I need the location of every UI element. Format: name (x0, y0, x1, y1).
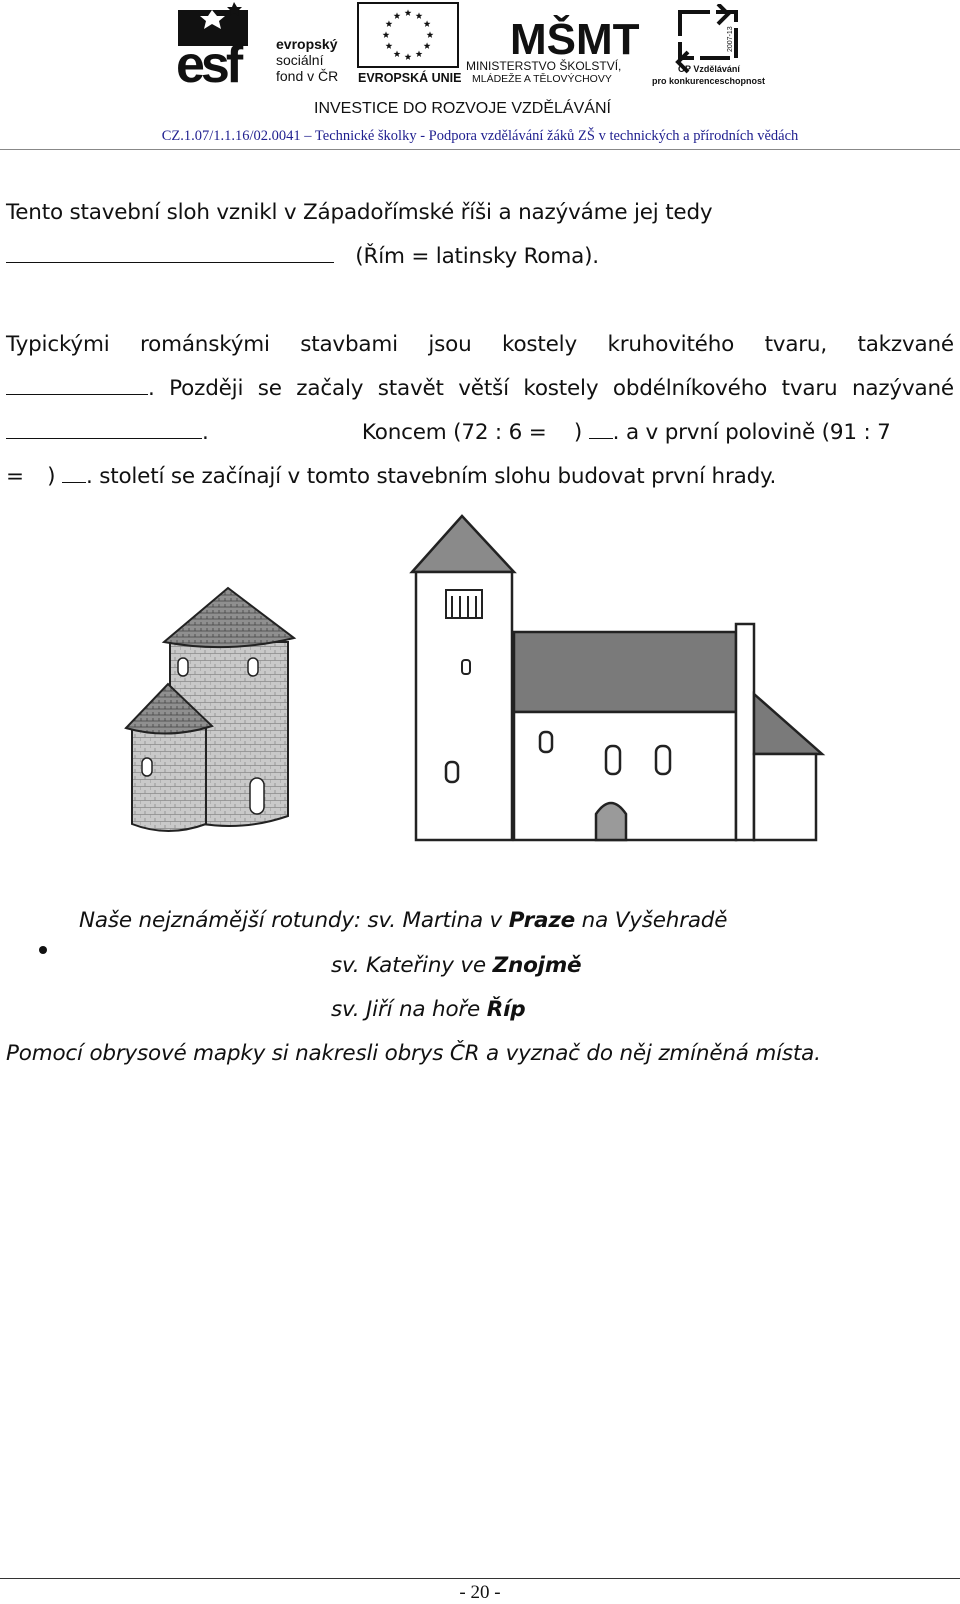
slogan (312, 96, 642, 120)
slogan-text: INVESTICE DO ROZVOJE VZDĚLÁVÁNÍ (314, 100, 611, 117)
word: jsou (428, 332, 472, 357)
esf-line2: sociální (276, 52, 324, 68)
eu-caption: EVROPSKÁ UNIE (358, 71, 461, 85)
esf-letters: esf (176, 36, 240, 88)
place-rip: Říp (486, 997, 526, 1022)
place-znojmo: Znojmě (492, 953, 582, 978)
esf-line3: fond v ČR (276, 68, 339, 84)
map-task: Pomocí obrysové mapky si nakresli obrys ČR a vyznač do něj zmíněná místa. (6, 1041, 821, 1066)
division-91: . a v první polovině (91 : 7 (612, 420, 891, 445)
word: kruhovitého (607, 332, 735, 357)
word: obdélníkového (612, 376, 768, 401)
word: stavět (377, 376, 444, 401)
word: začaly (296, 376, 364, 401)
bullet-icon (39, 946, 47, 954)
word: se (257, 376, 282, 401)
word: stavbami (300, 332, 398, 357)
msmt-letters: MŠMT (510, 15, 640, 64)
paragraph1-line2 (6, 244, 599, 269)
answer-blank-century2 (62, 464, 86, 483)
word: Později (169, 376, 244, 401)
basilica-illustration (406, 508, 830, 848)
msmt-line2: MLÁDEŽE A TĚLOVÝCHOVY (472, 73, 612, 85)
op-logo (648, 4, 768, 86)
msmt-line1: MINISTERSTVO ŠKOLSTVÍ, (466, 59, 622, 73)
answer-blank-basilica (6, 420, 202, 439)
rotunda-illustration (120, 580, 310, 845)
rotundas-line1: Naše nejznámější rotundy: sv. Martina v Praze na Vyšehradě (79, 908, 728, 933)
header-divider (0, 149, 960, 150)
paragraph1-line1: Tento stavební sloh vznikl v Západořímské říši a nazýváme jej tedy (6, 200, 713, 225)
project-code: CZ.1.07/1.1.16/02.0041 – Technické školky - Podpora vzdělávání žáků ZŠ v technických a přírodních vědách (161, 128, 799, 144)
word: nazývané (851, 376, 954, 401)
paragraph2-line1 (6, 332, 954, 357)
answer-blank-style (6, 244, 334, 263)
paragraph2-line2: . Později se začaly stavět větší kostely obdélníkového tvaru nazývané (6, 376, 954, 401)
op-line1: OP Vzdělávání (678, 64, 740, 74)
header-logos (0, 0, 960, 125)
word: takzvané (857, 332, 954, 357)
word: tvaru (781, 376, 838, 401)
division-72: Koncem (72 : 6 = (361, 420, 547, 445)
page-number: - 20 - (459, 1582, 501, 1603)
eu-logo (357, 2, 461, 86)
word: kostely (523, 376, 599, 401)
paragraph2-line4: = ) . století se začínají v tomto stavebním slohu budovat první hrady. (6, 464, 777, 489)
paragraph2-line3: . Koncem (72 : 6 = ) . a v první polovině (91 : 7 (6, 420, 954, 445)
answer-blank-rotunda (6, 376, 148, 395)
word: Typickými (6, 332, 110, 357)
rotundas-line2: sv. Kateřiny ve Znojmě (331, 953, 582, 978)
esf-logo (176, 2, 356, 88)
footer-divider (0, 1578, 960, 1579)
word: kostely (501, 332, 577, 357)
word: tvaru, (764, 332, 827, 357)
esf-line1: evropský (276, 36, 338, 52)
word: větší (458, 376, 509, 401)
place-praha: Praze (508, 908, 576, 933)
op-tag: 2007-13 (727, 26, 734, 52)
answer-blank-century1 (589, 420, 613, 439)
op-line2: pro konkurenceschopnost (652, 76, 766, 86)
word: románskými (139, 332, 270, 357)
rome-note: (Řím = latinsky Roma). (355, 244, 599, 269)
rotundas-line3: sv. Jiří na hoře Říp (331, 997, 526, 1022)
msmt-logo (464, 0, 644, 86)
